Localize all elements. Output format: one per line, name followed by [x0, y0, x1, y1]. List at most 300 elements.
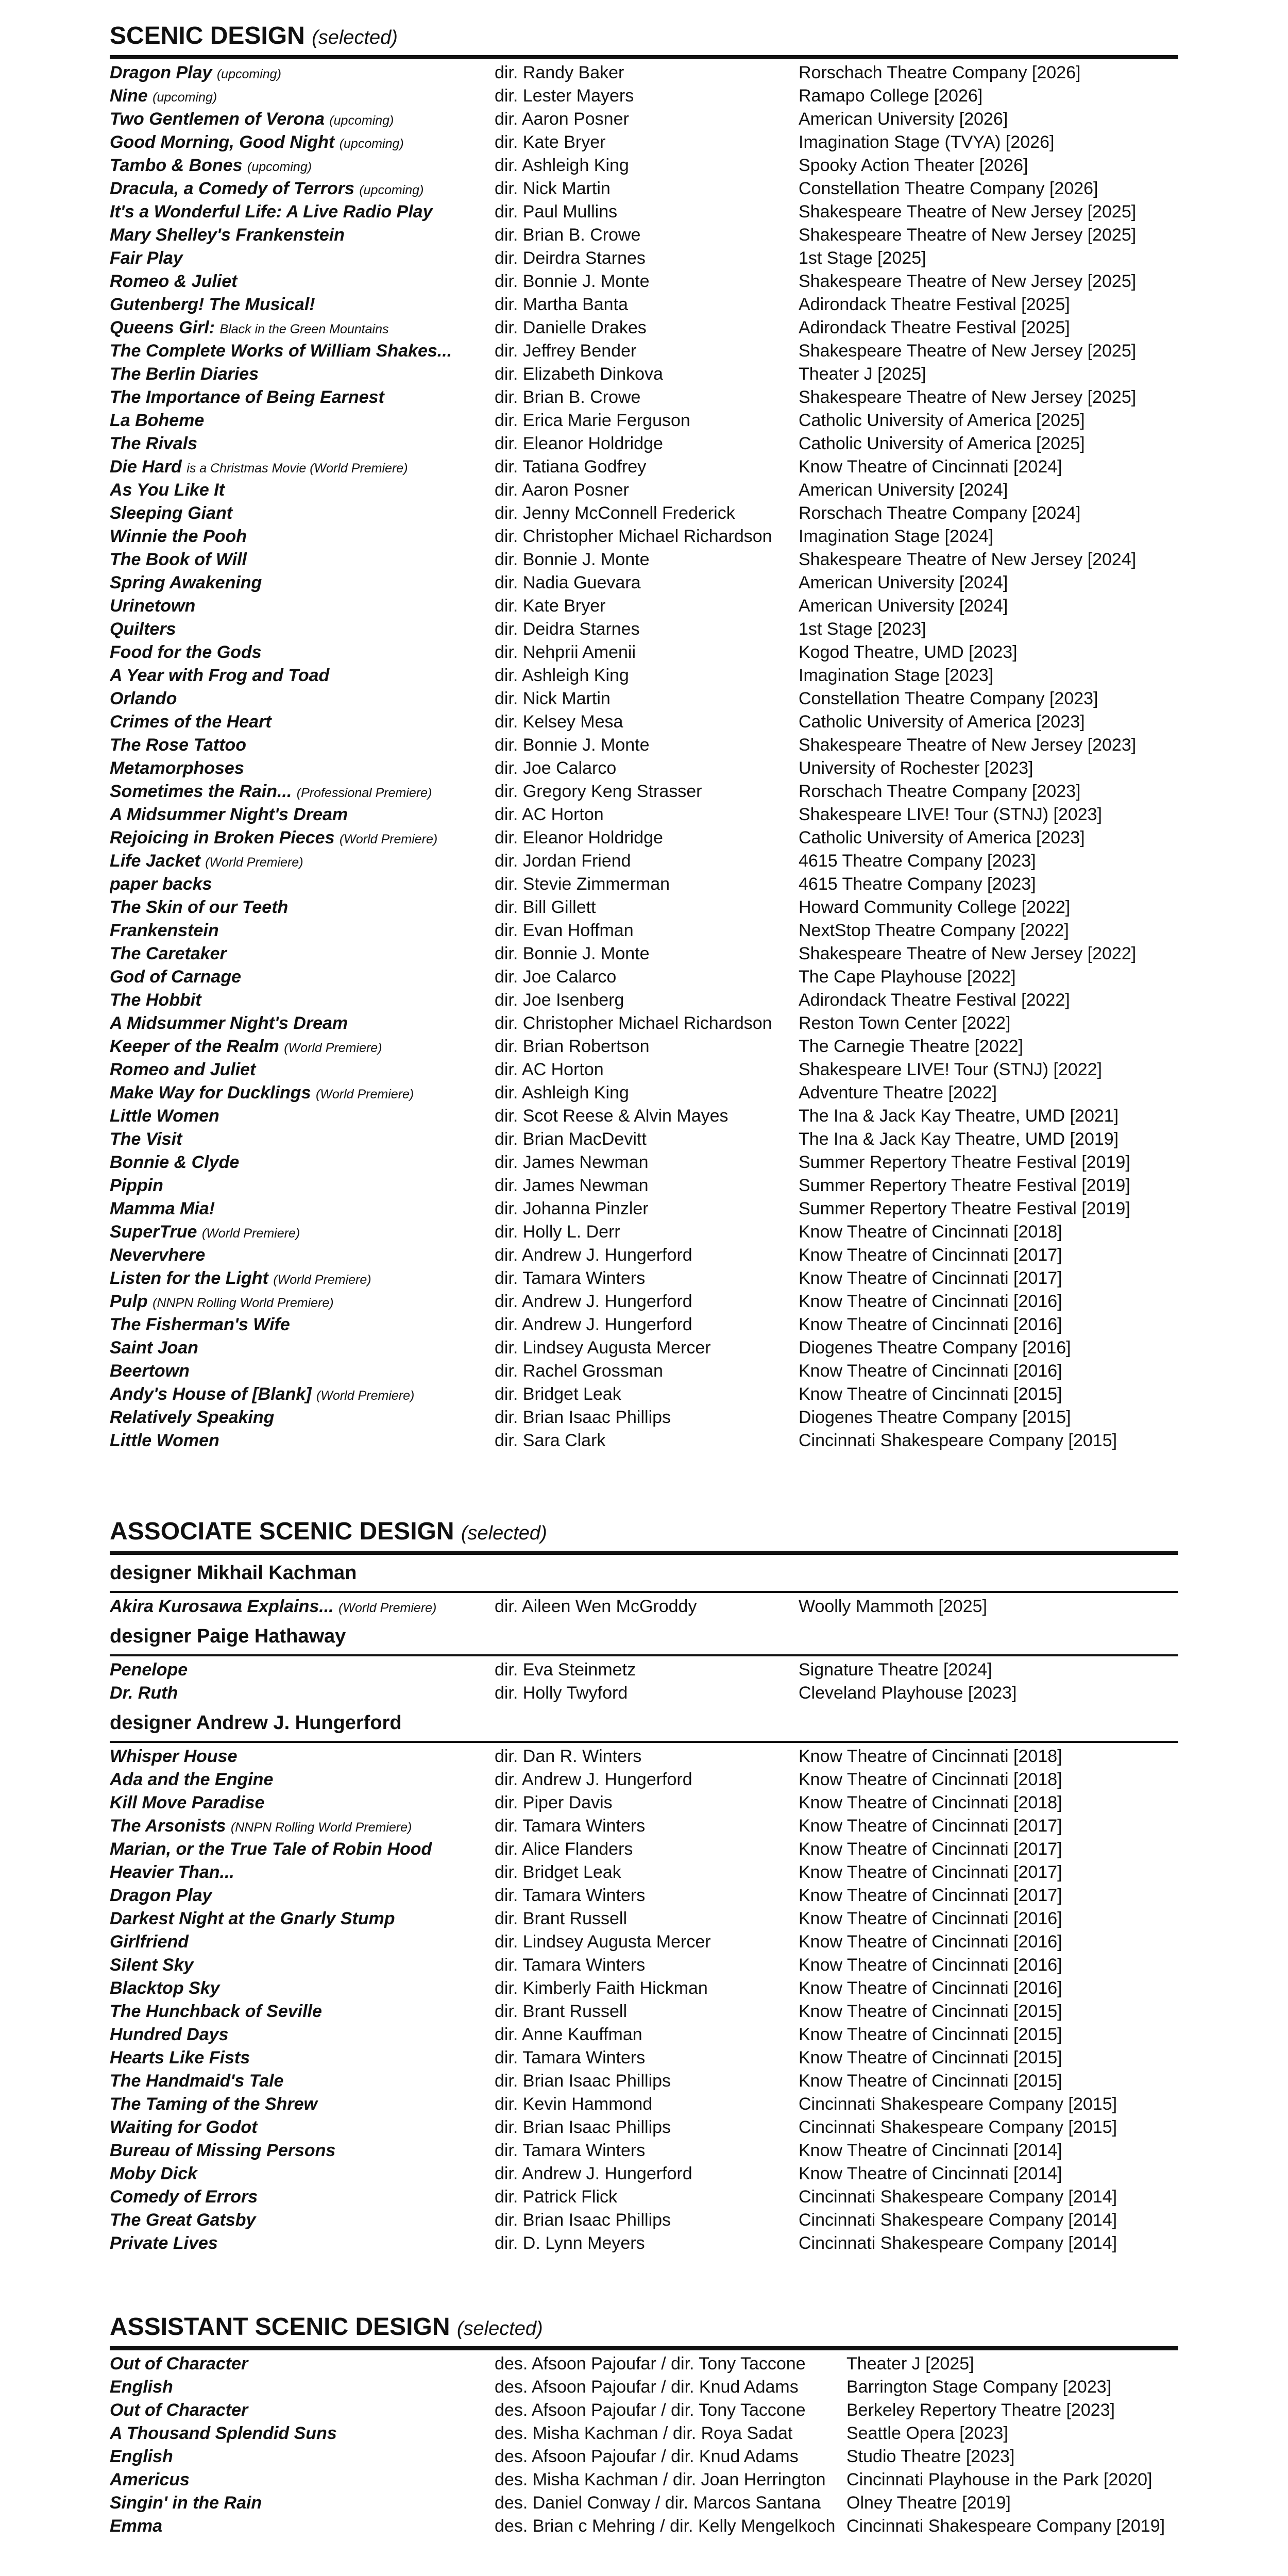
director: dir. D. Lynn Meyers	[495, 2233, 645, 2253]
venue: 4615 Theatre Company [2023]	[799, 851, 1036, 871]
production-title	[110, 1595, 495, 1618]
production-title	[110, 2093, 495, 2116]
title-text: As You Like It	[110, 480, 225, 500]
production-title	[110, 1682, 495, 1705]
director: dir. Nick Martin	[495, 689, 611, 708]
director: dir. Andrew J. Hungerford	[495, 1245, 692, 1265]
title-note: (upcoming)	[247, 160, 312, 174]
director: dir. Bonnie J. Monte	[495, 944, 650, 963]
venue: American University [2024]	[799, 573, 1008, 592]
director: dir. Brant Russell	[495, 2002, 627, 2021]
director: dir. Bridget Leak	[495, 1384, 621, 1404]
venue: American University [2026]	[799, 109, 1008, 129]
director: dir. Paul Mullins	[495, 202, 618, 222]
credit-row	[110, 432, 1178, 455]
credit-row	[110, 2046, 1178, 2070]
title-text: The Taming of the Shrew	[110, 2094, 317, 2114]
director: des. Afsoon Pajoufar / dir. Tony Taccone	[495, 2354, 806, 2374]
production-title	[110, 595, 495, 618]
production-title	[110, 1861, 495, 1884]
credit-row	[110, 1815, 1178, 1838]
title-text: A Thousand Splendid Suns	[110, 2424, 337, 2443]
venue: NextStop Theatre Company [2022]	[799, 921, 1069, 940]
production-title	[110, 316, 495, 340]
credit-row	[110, 896, 1178, 919]
venue: Woolly Mammoth [2025]	[799, 1597, 987, 1616]
production-title	[110, 780, 495, 803]
production-title	[110, 2492, 495, 2515]
title-text: Girlfriend	[110, 1932, 189, 1952]
title-text: Two Gentlemen of Verona	[110, 109, 325, 129]
title-text: The Hunchback of Seville	[110, 2002, 322, 2021]
venue: Know Theatre of Cincinnati [2015]	[799, 2071, 1062, 2091]
venue: Shakespeare Theatre of New Jersey [2023]	[799, 735, 1137, 755]
title-note: Black in the Green Mountains	[219, 322, 389, 336]
director: dir. Lester Mayers	[495, 86, 634, 106]
production-title	[110, 2445, 495, 2468]
production-title	[110, 1791, 495, 1815]
venue: Adirondack Theatre Festival [2025]	[799, 295, 1070, 314]
venue: Howard Community College [2022]	[799, 897, 1071, 917]
title-text: The Importance of Being Earnest	[110, 387, 384, 407]
production-title	[110, 1745, 495, 1768]
director: dir. Brian Isaac Phillips	[495, 2117, 671, 2137]
director: dir. Christopher Michael Richardson	[495, 527, 772, 546]
venue: Studio Theatre [2023]	[846, 2447, 1015, 2466]
credit-row	[110, 2468, 1178, 2492]
credit-row	[110, 270, 1178, 293]
credit-row	[110, 247, 1178, 270]
title-text: Heavier Than...	[110, 1862, 234, 1882]
production-title	[110, 1838, 495, 1861]
venue: The Cape Playhouse [2022]	[799, 967, 1016, 987]
title-text: Food for the Gods	[110, 642, 262, 662]
venue: Rorschach Theatre Company [2024]	[799, 503, 1081, 523]
title-note: (World Premiere)	[315, 1087, 414, 1101]
title-text: Dr. Ruth	[110, 1683, 178, 1703]
production-title	[110, 247, 495, 270]
production-title	[110, 108, 495, 131]
director: dir. Dan R. Winters	[495, 1747, 642, 1766]
title-note: (World Premiere)	[284, 1041, 382, 1055]
section-rule	[110, 55, 1178, 59]
venue: Know Theatre of Cincinnati [2017]	[799, 1839, 1062, 1859]
production-title	[110, 154, 495, 177]
title-text: Spring Awakening	[110, 573, 262, 592]
title-text: Dracula, a Comedy of Terrors	[110, 179, 354, 198]
director: dir. Brian B. Crowe	[495, 225, 641, 245]
director: dir. Danielle Drakes	[495, 318, 647, 337]
venue: Cincinnati Playhouse in the Park [2020]	[846, 2470, 1153, 2489]
director: dir. Gregory Keng Strasser	[495, 782, 702, 801]
credit-row	[110, 2093, 1178, 2116]
title-text: Akira Kurosawa Explains...	[110, 1597, 334, 1616]
venue: Adventure Theatre [2022]	[799, 1083, 997, 1103]
title-text: It's a Wonderful Life: A Live Radio Play	[110, 202, 433, 222]
director: dir. Kelsey Mesa	[495, 712, 623, 732]
production-title	[110, 1930, 495, 1954]
production-title	[110, 224, 495, 247]
title-text: Moby Dick	[110, 2164, 198, 2183]
venue: Signature Theatre [2024]	[799, 1660, 992, 1680]
title-text: God of Carnage	[110, 967, 242, 987]
title-text: Gutenberg! The Musical!	[110, 295, 315, 314]
production-title	[110, 1360, 495, 1383]
credit-row	[110, 1081, 1178, 1105]
title-text: Life Jacket	[110, 851, 200, 871]
venue: Know Theatre of Cincinnati [2017]	[799, 1245, 1062, 1265]
production-title	[110, 1290, 495, 1313]
production-title	[110, 293, 495, 316]
venue: Cincinnati Shakespeare Company [2014]	[799, 2187, 1117, 2207]
credit-row	[110, 200, 1178, 224]
production-title	[110, 2515, 495, 2538]
production-title	[110, 1128, 495, 1151]
title-text: Good Morning, Good Night	[110, 132, 335, 152]
venue: Cincinnati Shakespeare Company [2015]	[799, 2094, 1117, 2114]
venue: Know Theatre of Cincinnati [2017]	[799, 1862, 1062, 1882]
credit-row	[110, 1360, 1178, 1383]
credit-row	[110, 525, 1178, 548]
credit-row	[110, 1221, 1178, 1244]
credit-row	[110, 1977, 1178, 2000]
director: dir. Jordan Friend	[495, 851, 631, 871]
credit-row	[110, 548, 1178, 571]
director: dir. Tamara Winters	[495, 1955, 646, 1975]
director: dir. Tatiana Godfrey	[495, 457, 647, 477]
credit-row	[110, 177, 1178, 200]
director: dir. Lindsey Augusta Mercer	[495, 1338, 711, 1358]
production-title	[110, 850, 495, 873]
venue: Shakespeare LIVE! Tour (STNJ) [2022]	[799, 1060, 1103, 1079]
credit-row	[110, 1406, 1178, 1429]
title-text: Romeo and Juliet	[110, 1060, 256, 1079]
production-title	[110, 2232, 495, 2255]
venue: Berkeley Repertory Theatre [2023]	[846, 2400, 1115, 2420]
venue: American University [2024]	[799, 596, 1008, 616]
title-text: Pippin	[110, 1176, 163, 1195]
director: dir. Evan Hoffman	[495, 921, 634, 940]
title-text: Die Hard	[110, 457, 182, 477]
title-text: Saint Joan	[110, 1338, 198, 1358]
title-note: (World Premiere)	[273, 1273, 371, 1287]
venue: Know Theatre of Cincinnati [2018]	[799, 1747, 1062, 1766]
director: dir. Bonnie J. Monte	[495, 735, 650, 755]
director: dir. Anne Kauffman	[495, 2025, 642, 2044]
production-title	[110, 919, 495, 942]
title-text: Metamorphoses	[110, 758, 244, 778]
production-title	[110, 177, 495, 200]
credit-row	[110, 1012, 1178, 1035]
venue: Know Theatre of Cincinnati [2016]	[799, 1361, 1062, 1381]
title-text: Andy's House of [Blank]	[110, 1384, 312, 1404]
production-title	[110, 340, 495, 363]
credit-row	[110, 734, 1178, 757]
credit-row	[110, 687, 1178, 710]
director: dir. Martha Banta	[495, 295, 628, 314]
director: dir. Joe Isenberg	[495, 990, 624, 1010]
director: dir. Lindsey Augusta Mercer	[495, 1932, 711, 1952]
title-text: Bureau of Missing Persons	[110, 2141, 336, 2160]
production-title	[110, 1383, 495, 1406]
director: dir. Ashleigh King	[495, 666, 629, 685]
venue: Know Theatre of Cincinnati [2016]	[799, 1978, 1062, 1998]
title-note: (World Premiere)	[205, 855, 303, 870]
director: dir. AC Horton	[495, 805, 604, 824]
director: dir. Piper Davis	[495, 1793, 613, 1812]
credit-row	[110, 965, 1178, 989]
title-text: Urinetown	[110, 596, 196, 616]
credit-row	[110, 1907, 1178, 1930]
director: dir. Andrew J. Hungerford	[495, 1770, 692, 1789]
venue: Know Theatre of Cincinnati [2015]	[799, 2025, 1062, 2044]
venue: Summer Repertory Theatre Festival [2019]	[799, 1176, 1130, 1195]
venue: Shakespeare Theatre of New Jersey [2022]	[799, 944, 1137, 963]
title-text: The Arsonists	[110, 1816, 226, 1836]
venue: Know Theatre of Cincinnati [2015]	[799, 1384, 1062, 1404]
title-text: Mamma Mia!	[110, 1199, 215, 1218]
credit-row	[110, 1658, 1178, 1682]
title-text: Emma	[110, 2516, 163, 2536]
title-text: Singin' in the Rain	[110, 2493, 262, 2513]
director: dir. Tamara Winters	[495, 1268, 646, 1288]
title-text: Whisper House	[110, 1747, 238, 1766]
production-title	[110, 1907, 495, 1930]
title-text: Relatively Speaking	[110, 1408, 275, 1427]
production-title	[110, 1012, 495, 1035]
venue: Reston Town Center [2022]	[799, 1013, 1011, 1033]
title-text: Winnie the Pooh	[110, 527, 247, 546]
director: dir. Nehprii Amenii	[495, 642, 636, 662]
venue: Adirondack Theatre Festival [2025]	[799, 318, 1070, 337]
director: dir. Brant Russell	[495, 1909, 627, 1928]
production-title	[110, 1815, 495, 1838]
production-title	[110, 479, 495, 502]
venue: Summer Repertory Theatre Festival [2019]	[799, 1199, 1130, 1218]
venue: Adirondack Theatre Festival [2022]	[799, 990, 1070, 1010]
production-title	[110, 1058, 495, 1081]
title-text: Darkest Night at the Gnarly Stump	[110, 1909, 395, 1928]
production-title	[110, 363, 495, 386]
credit-row	[110, 479, 1178, 502]
title-note: (Professional Premiere)	[296, 786, 432, 800]
title-text: A Year with Frog and Toad	[110, 666, 330, 685]
venue: Constellation Theatre Company [2023]	[799, 689, 1098, 708]
title-text: Pulp	[110, 1292, 148, 1311]
director: dir. AC Horton	[495, 1060, 604, 1079]
director: dir. Johanna Pinzler	[495, 1199, 649, 1218]
director: dir. Brian Isaac Phillips	[495, 2210, 671, 2230]
director: des. Afsoon Pajoufar / dir. Tony Taccone	[495, 2400, 806, 2420]
title-note: (World Premiere)	[338, 1601, 437, 1615]
credit-row	[110, 1105, 1178, 1128]
director: dir. Elizabeth Dinkova	[495, 364, 663, 384]
director: dir. Rachel Grossman	[495, 1361, 663, 1381]
venue: Diogenes Theatre Company [2015]	[799, 1408, 1071, 1427]
title-text: The Handmaid's Tale	[110, 2071, 284, 2091]
credit-row	[110, 1383, 1178, 1406]
venue: Rorschach Theatre Company [2026]	[799, 63, 1081, 82]
title-text: Listen for the Light	[110, 1268, 268, 1288]
production-title	[110, 1081, 495, 1105]
credit-row	[110, 2515, 1178, 2538]
credit-row	[110, 84, 1178, 108]
venue: Cincinnati Shakespeare Company [2014]	[799, 2210, 1117, 2230]
title-text: Tambo & Bones	[110, 156, 243, 175]
director: dir. Aaron Posner	[495, 480, 629, 500]
title-text: Rejoicing in Broken Pieces	[110, 828, 335, 848]
title-text: Out of Character	[110, 2354, 248, 2374]
production-title	[110, 200, 495, 224]
director: dir. Bill Gillett	[495, 897, 596, 917]
venue: Imagination Stage (TVYA) [2026]	[799, 132, 1055, 152]
director: dir. Bonnie J. Monte	[495, 272, 650, 291]
credit-row	[110, 2000, 1178, 2023]
title-text: Sometimes the Rain...	[110, 782, 292, 801]
production-title	[110, 2162, 495, 2185]
title-text: Americus	[110, 2470, 190, 2489]
director: dir. Kate Bryer	[495, 132, 606, 152]
credit-row	[110, 826, 1178, 850]
director: dir. Scot Reese & Alvin Mayes	[495, 1106, 728, 1126]
venue: Imagination Stage [2023]	[799, 666, 994, 685]
title-text: The Great Gatsby	[110, 2210, 256, 2230]
credit-row	[110, 873, 1178, 896]
venue: Know Theatre of Cincinnati [2015]	[799, 2048, 1062, 2067]
credit-row	[110, 1791, 1178, 1815]
designer-name: designer Andrew J. Hungerford	[110, 1712, 402, 1734]
credit-row	[110, 989, 1178, 1012]
production-title	[110, 757, 495, 780]
venue: The Ina & Jack Kay Theatre, UMD [2021]	[799, 1106, 1119, 1126]
director: dir. Eva Steinmetz	[495, 1660, 636, 1680]
title-text: Ada and the Engine	[110, 1770, 274, 1789]
venue: Imagination Stage [2024]	[799, 527, 994, 546]
credit-row	[110, 1838, 1178, 1861]
production-title	[110, 502, 495, 525]
director: dir. James Newman	[495, 1153, 649, 1172]
title-text: The Berlin Diaries	[110, 364, 259, 384]
production-title	[110, 1221, 495, 1244]
title-text: English	[110, 2447, 173, 2466]
title-text: The Rose Tattoo	[110, 735, 247, 755]
director: dir. Ashleigh King	[495, 1083, 629, 1103]
director: dir. Andrew J. Hungerford	[495, 1292, 692, 1311]
director: dir. Erica Marie Ferguson	[495, 411, 690, 430]
credit-row	[110, 131, 1178, 154]
director: dir. Deirdra Starnes	[495, 248, 646, 268]
venue: Constellation Theatre Company [2026]	[799, 179, 1098, 198]
venue: Shakespeare Theatre of New Jersey [2025]	[799, 272, 1137, 291]
group-rule	[110, 1654, 1178, 1656]
title-text: Kill Move Paradise	[110, 1793, 265, 1812]
production-title	[110, 1244, 495, 1267]
director: des. Brian c Mehring / dir. Kelly Mengelkoch	[495, 2516, 836, 2536]
production-title	[110, 2399, 495, 2422]
venue: Summer Repertory Theatre Festival [2019]	[799, 1153, 1130, 1172]
credit-row	[110, 1595, 1178, 1618]
venue: Know Theatre of Cincinnati [2016]	[799, 1909, 1062, 1928]
credit-row	[110, 1954, 1178, 1977]
credit-row	[110, 2445, 1178, 2468]
production-title	[110, 1105, 495, 1128]
venue: Catholic University of America [2023]	[799, 828, 1085, 848]
production-title	[110, 896, 495, 919]
venue: Shakespeare Theatre of New Jersey [2025]	[799, 387, 1137, 407]
title-text: La Boheme	[110, 411, 205, 430]
director: dir. Kimberly Faith Hickman	[495, 1978, 708, 1998]
director: dir. Jenny McConnell Frederick	[495, 503, 735, 523]
title-text: Waiting for Godot	[110, 2117, 258, 2137]
credit-row	[110, 2422, 1178, 2445]
designer-credits	[110, 1658, 1178, 1705]
venue: Ramapo College [2026]	[799, 86, 983, 106]
credit-row	[110, 618, 1178, 641]
production-title	[110, 664, 495, 687]
venue: Theater J [2025]	[799, 364, 926, 384]
title-text: A Midsummer Night's Dream	[110, 1013, 348, 1033]
production-title	[110, 386, 495, 409]
director: dir. Brian Isaac Phillips	[495, 2071, 671, 2091]
production-title	[110, 2116, 495, 2139]
credit-row	[110, 340, 1178, 363]
title-text: Out of Character	[110, 2400, 248, 2420]
credit-row	[110, 2162, 1178, 2185]
venue: Know Theatre of Cincinnati [2018]	[799, 1793, 1062, 1812]
credit-row	[110, 1930, 1178, 1954]
director: dir. Sara Clark	[495, 1431, 606, 1450]
venue: Olney Theatre [2019]	[846, 2493, 1011, 2513]
credit-row	[110, 850, 1178, 873]
director: des. Daniel Conway / dir. Marcos Santana	[495, 2493, 821, 2513]
production-title	[110, 641, 495, 664]
credit-row	[110, 1244, 1178, 1267]
venue: Know Theatre of Cincinnati [2016]	[799, 1292, 1062, 1311]
title-note: (upcoming)	[359, 183, 424, 197]
director: dir. Bridget Leak	[495, 1862, 621, 1882]
venue: Catholic University of America [2025]	[799, 411, 1085, 430]
credit-row	[110, 224, 1178, 247]
credit-row	[110, 61, 1178, 84]
venue: Cleveland Playhouse [2023]	[799, 1683, 1017, 1703]
director: dir. Eleanor Holdridge	[495, 434, 663, 453]
title-text: Little Women	[110, 1106, 219, 1126]
credit-row	[110, 2232, 1178, 2255]
credit-row	[110, 919, 1178, 942]
director: dir. James Newman	[495, 1176, 649, 1195]
venue: Shakespeare Theatre of New Jersey [2025]	[799, 225, 1137, 245]
credit-row	[110, 2023, 1178, 2046]
venue: Know Theatre of Cincinnati [2024]	[799, 457, 1062, 477]
credit-row	[110, 455, 1178, 479]
production-title	[110, 687, 495, 710]
title-text: Beertown	[110, 1361, 190, 1381]
title-text: Comedy of Errors	[110, 2187, 258, 2207]
venue: Know Theatre of Cincinnati [2015]	[799, 2002, 1062, 2021]
assistant-design-list	[110, 2352, 1178, 2538]
credit-row	[110, 363, 1178, 386]
venue: Know Theatre of Cincinnati [2017]	[799, 1816, 1062, 1836]
production-title	[110, 270, 495, 293]
credit-row	[110, 2139, 1178, 2162]
credit-row	[110, 2116, 1178, 2139]
title-text: Private Lives	[110, 2233, 218, 2253]
production-title	[110, 2468, 495, 2492]
production-title	[110, 548, 495, 571]
production-title	[110, 525, 495, 548]
director: dir. Andrew J. Hungerford	[495, 1315, 692, 1334]
production-title	[110, 826, 495, 850]
